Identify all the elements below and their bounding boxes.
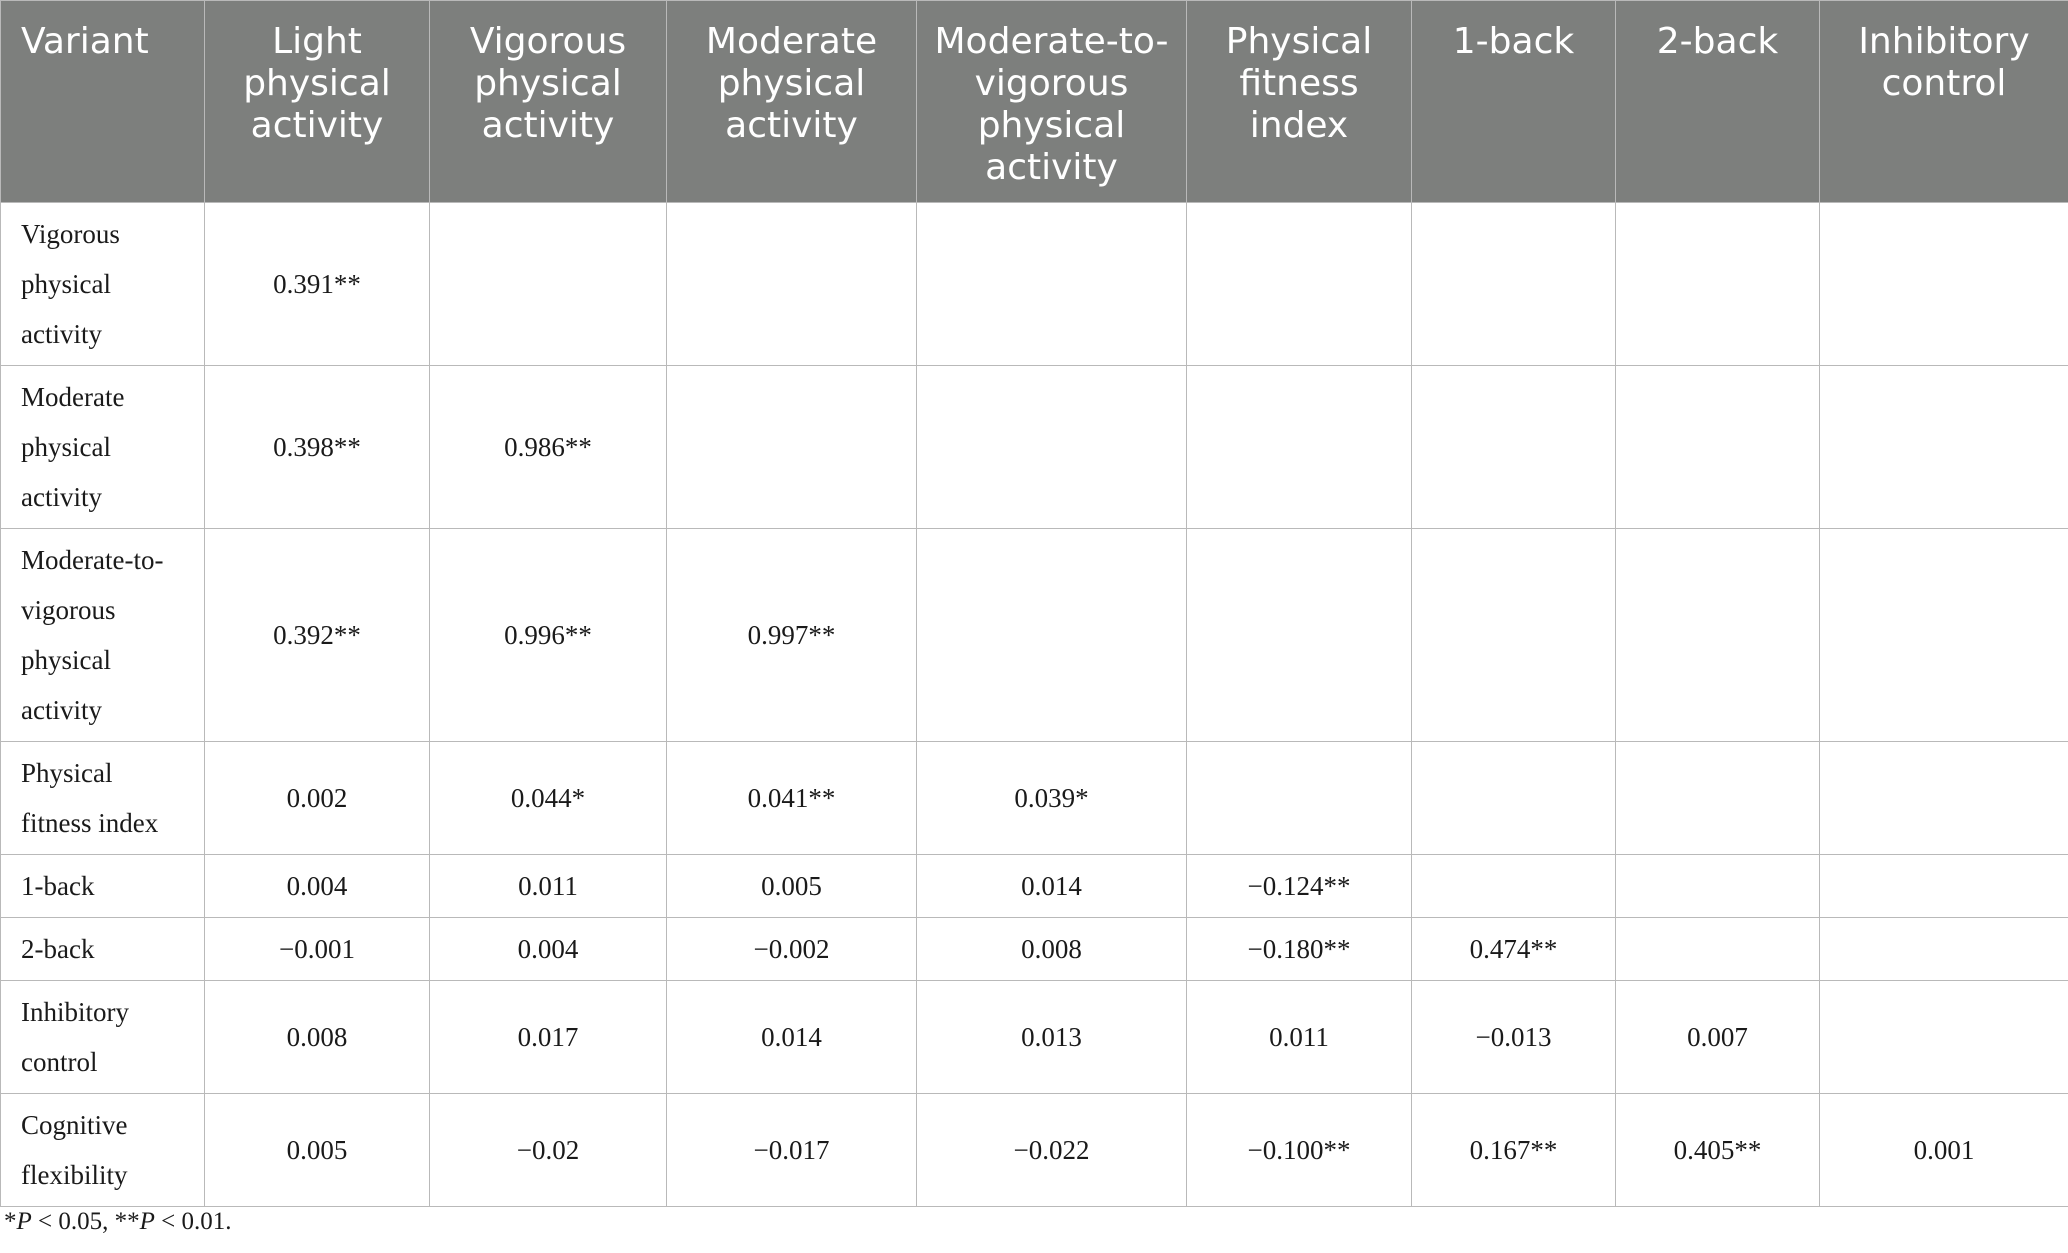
- table-cell: 0.004: [430, 918, 667, 981]
- table-row: [1, 918, 2068, 981]
- table-row: [1, 742, 2068, 855]
- table-row: [1, 366, 2068, 529]
- table-cell: [917, 366, 1187, 529]
- table-cell: 0.398**: [205, 366, 430, 529]
- row-label: Moderate-to-vigorous physical activity: [1, 529, 205, 742]
- table-cell: 0.005: [205, 1094, 430, 1207]
- table-cell: [1616, 529, 1820, 742]
- table-cell: 0.474**: [1412, 918, 1616, 981]
- table-cell: 0.986**: [430, 366, 667, 529]
- column-header: Moderate-to-vigorous physical activity: [917, 1, 1187, 203]
- table-cell: −0.002: [667, 918, 917, 981]
- table-cell: 0.013: [917, 981, 1187, 1094]
- table-cell: 0.014: [917, 855, 1187, 918]
- table-cell: −0.017: [667, 1094, 917, 1207]
- table-cell: [430, 203, 667, 366]
- table-cell: −0.001: [205, 918, 430, 981]
- table-cell: 0.002: [205, 742, 430, 855]
- table-cell: [1820, 366, 2068, 529]
- table-cell: [1412, 366, 1616, 529]
- table-cell: [1187, 366, 1412, 529]
- table-cell: 0.011: [1187, 981, 1412, 1094]
- table-cell: 0.011: [430, 855, 667, 918]
- table-cell: 0.008: [205, 981, 430, 1094]
- table-cell: [1616, 855, 1820, 918]
- table-cell: [1412, 742, 1616, 855]
- table-cell: 0.001: [1820, 1094, 2068, 1207]
- table-cell: −0.013: [1412, 981, 1616, 1094]
- table-cell: 0.167**: [1412, 1094, 1616, 1207]
- table-row: [1, 855, 2068, 918]
- table-cell: [1616, 366, 1820, 529]
- table-row: [1, 981, 2068, 1094]
- table-cell: [1820, 203, 2068, 366]
- table-cell: −0.02: [430, 1094, 667, 1207]
- table-row: [1, 1094, 2068, 1207]
- table-header-row: [1, 1, 2068, 203]
- table-cell: [1187, 742, 1412, 855]
- row-label: Physical fitness index: [1, 742, 205, 855]
- table-cell: [1412, 203, 1616, 366]
- table-cell: 0.044*: [430, 742, 667, 855]
- column-header: Inhibitory control: [1820, 1, 2068, 203]
- table-row: [1, 529, 2068, 742]
- table-cell: 0.014: [667, 981, 917, 1094]
- table-cell: [1616, 742, 1820, 855]
- table-cell: 0.041**: [667, 742, 917, 855]
- table-cell: −0.100**: [1187, 1094, 1412, 1207]
- table-cell: [1820, 918, 2068, 981]
- column-header: 1-back: [1412, 1, 1616, 203]
- table-footnote: [4, 1208, 232, 1236]
- footnote-threshold-1: < 0.05, **: [31, 1208, 140, 1235]
- row-label: Moderate physical activity: [1, 366, 205, 529]
- table-cell: 0.008: [917, 918, 1187, 981]
- table-cell: 0.007: [1616, 981, 1820, 1094]
- table-cell: [667, 203, 917, 366]
- table-cell: [1616, 918, 1820, 981]
- table-cell: [1412, 529, 1616, 742]
- table-cell: 0.039*: [917, 742, 1187, 855]
- row-label: Cognitive flexibility: [1, 1094, 205, 1207]
- column-header: Moderate physical activity: [667, 1, 917, 203]
- footnote-p-symbol: P: [16, 1208, 32, 1235]
- table-cell: 0.004: [205, 855, 430, 918]
- column-header: Physical fitness index: [1187, 1, 1412, 203]
- table-cell: [1820, 742, 2068, 855]
- table-cell: −0.180**: [1187, 918, 1412, 981]
- column-header: 2-back: [1616, 1, 1820, 203]
- table-cell: 0.997**: [667, 529, 917, 742]
- table-cell: 0.996**: [430, 529, 667, 742]
- table-cell: [1820, 529, 2068, 742]
- table-cell: [1187, 203, 1412, 366]
- footnote-star: *: [4, 1208, 17, 1235]
- table-cell: 0.391**: [205, 203, 430, 366]
- row-label: Vigorous physical activity: [1, 203, 205, 366]
- table-cell: [917, 529, 1187, 742]
- column-header: Variant: [1, 1, 205, 203]
- footnote-p-symbol: P: [139, 1208, 155, 1235]
- column-header: Vigorous physical activity: [430, 1, 667, 203]
- footnote-threshold-2: < 0.01.: [154, 1208, 232, 1235]
- table-cell: [667, 366, 917, 529]
- row-label: Inhibitory control: [1, 981, 205, 1094]
- table-cell: [1412, 855, 1616, 918]
- table-cell: 0.392**: [205, 529, 430, 742]
- column-header: Light physical activity: [205, 1, 430, 203]
- row-label: 2-back: [1, 918, 205, 981]
- table-cell: −0.124**: [1187, 855, 1412, 918]
- row-label: 1-back: [1, 855, 205, 918]
- table-cell: 0.017: [430, 981, 667, 1094]
- table-cell: [1187, 529, 1412, 742]
- table-cell: [917, 203, 1187, 366]
- table-cell: [1616, 203, 1820, 366]
- table-cell: [1820, 855, 2068, 918]
- table-cell: 0.005: [667, 855, 917, 918]
- table-cell: [1820, 981, 2068, 1094]
- table-cell: 0.405**: [1616, 1094, 1820, 1207]
- table-row: [1, 203, 2068, 366]
- table-cell: −0.022: [917, 1094, 1187, 1207]
